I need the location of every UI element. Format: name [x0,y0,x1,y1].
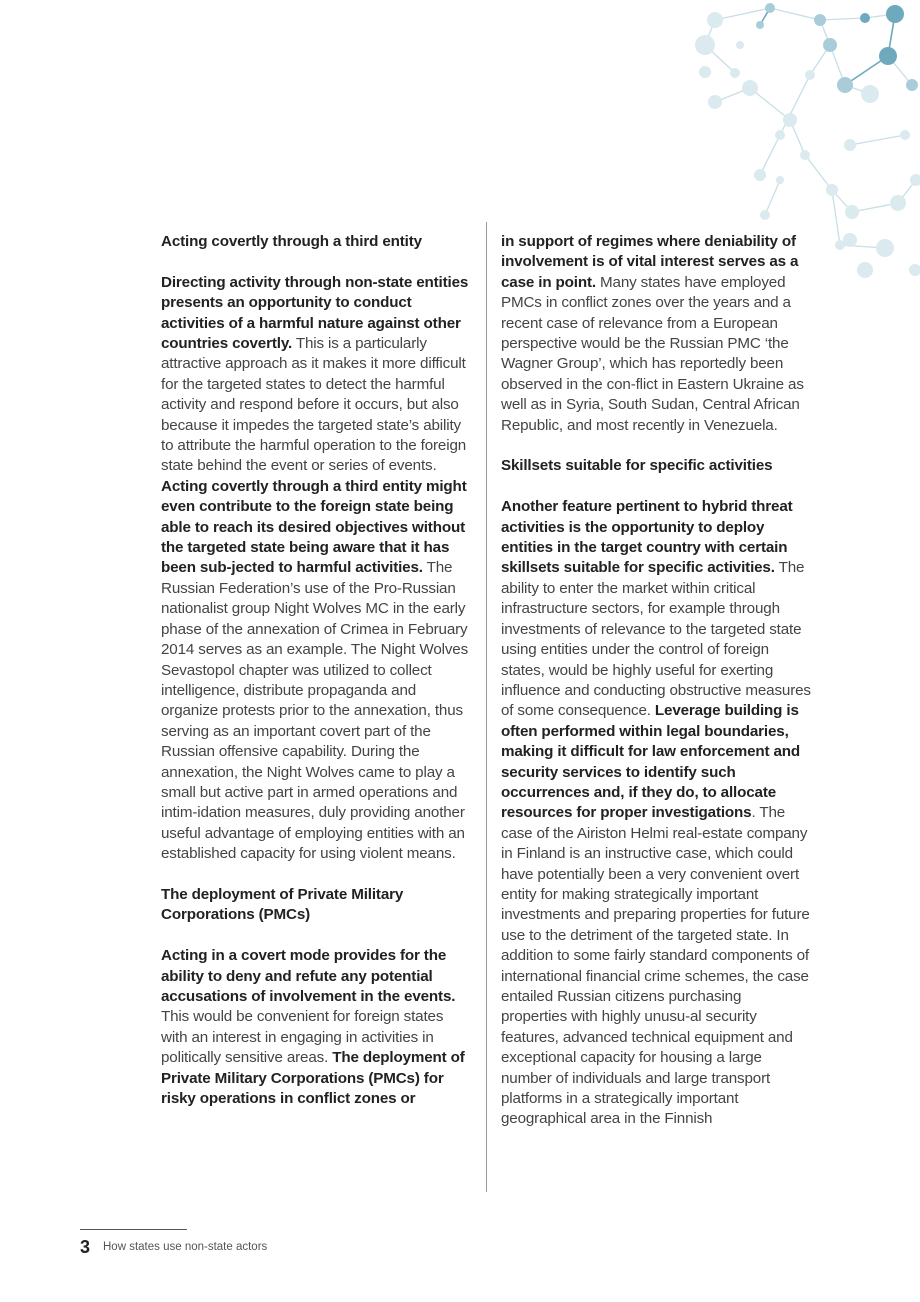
body-text: Many states have employed PMCs in conflict zones over the years and a recent case of relevance from a European perspective would be the Russian PMC ‘the Wagner Group’, which has reportedly been observed in the con-flict in Eastern Ukraine as well as in Syria, South Sudan, Central African Republic, and most recently in Venezuela. [501,273,804,434]
section-heading-third-entity: Acting covertly through a third entity [161,233,422,250]
paragraph-pmc-continued [501,232,811,436]
body-text: . The case of the Airiston Helmi real-estate company in Finland is an instructive case, which could have potentially been a very convenient overt entity for making strategically important investments and preparing properties for future use to the detriment of the targeted state. In addition to some fairly standard components of international financial crime schemes, the case entailed Russian citizens purchasing properties with highly unusu-al security features, advanced technical equipment and exceptional capacity for housing a large number of individuals and large transport platforms in a strategically important geographical area in the Finnish [501,804,810,1128]
left-column [161,232,473,1130]
emphasis-text: Acting in a covert mode provides for the ability to deny and refute any potential accusations of involvement in the events. [161,947,456,1005]
emphasis-text: Acting covertly through a third entity might even contribute to the foreign state being able to reach its desired objectives without the targeted state being aware that it has been sub-jected to harmful activities. [161,477,467,577]
paragraph-third-entity [161,273,473,865]
emphasis-text: in support of regimes where deniability of involvement is of vital interest serves as a case in point. [501,233,799,291]
footer-rule [80,1229,187,1230]
emphasis-text: Leverage building is often performed within legal boundaries, making it difficult for law enforcement and security services to identify such occurrences and, if they do, to allocate resources for proper investigations [501,702,801,822]
body-text: This would be convenient for foreign states with an interest in engaging in activities in politically sensitive areas. [161,1008,444,1067]
page-number: 3 [80,1237,91,1257]
emphasis-text: The deployment of Private Military Corporations (PMCs) for risky operations in conflict zones or [161,1049,465,1108]
emphasis-text: Directing activity through non-state entities presents an opportunity to conduct activities of a harmful nature against other countries covertly. [161,273,469,353]
body-text: The ability to enter the market within critical infrastructure sectors, for example through investments of relevance to the targeted state using entities under the control of foreign states, would be highly useful for exerting influence and conducting obstructive measures of some consequence. [501,559,811,720]
section-heading-skillsets: Skillsets suitable for specific activities [501,457,773,475]
body-text: This is a particularly attractive approach as it makes it more difficult for the targeted states to detect the harmful activity and respond before it occurs, but also because it impedes the targeted state’s ability to attribute the harmful operation to the foreign state behind the event or series of events. [161,335,467,475]
right-column [501,232,811,1150]
paragraph-skillsets [501,497,811,1130]
paragraph-pmc [161,946,473,1109]
footer-title: How states use non-state actors [103,1241,268,1253]
body-text: The Russian Federation’s use of the Pro-Russian nationalist group Night Wolves MC in the early phase of the annexation of Crimea in February 2014 serves as an example. The Night Wolves Sevastopol chapter was utilized to collect intelligence, distribute propaganda and organize protests prior to the annexation, thus serving as an important covert part of the Russian offensive capability. During the annexation, the Night Wolves came to play a small but active part in armed operations and intim-idation measures, duly providing another useful advantage of employing entities with an established capacity for using violent means. [161,559,469,863]
section-heading-pmc: The deployment of Private Military Corporations (PMCs) [161,885,404,924]
column-divider [486,222,487,1192]
emphasis-text: Another feature pertinent to hybrid threat activities is the opportunity to deploy entities in the target country with certain skillsets suitable for specific activities. [501,498,793,577]
